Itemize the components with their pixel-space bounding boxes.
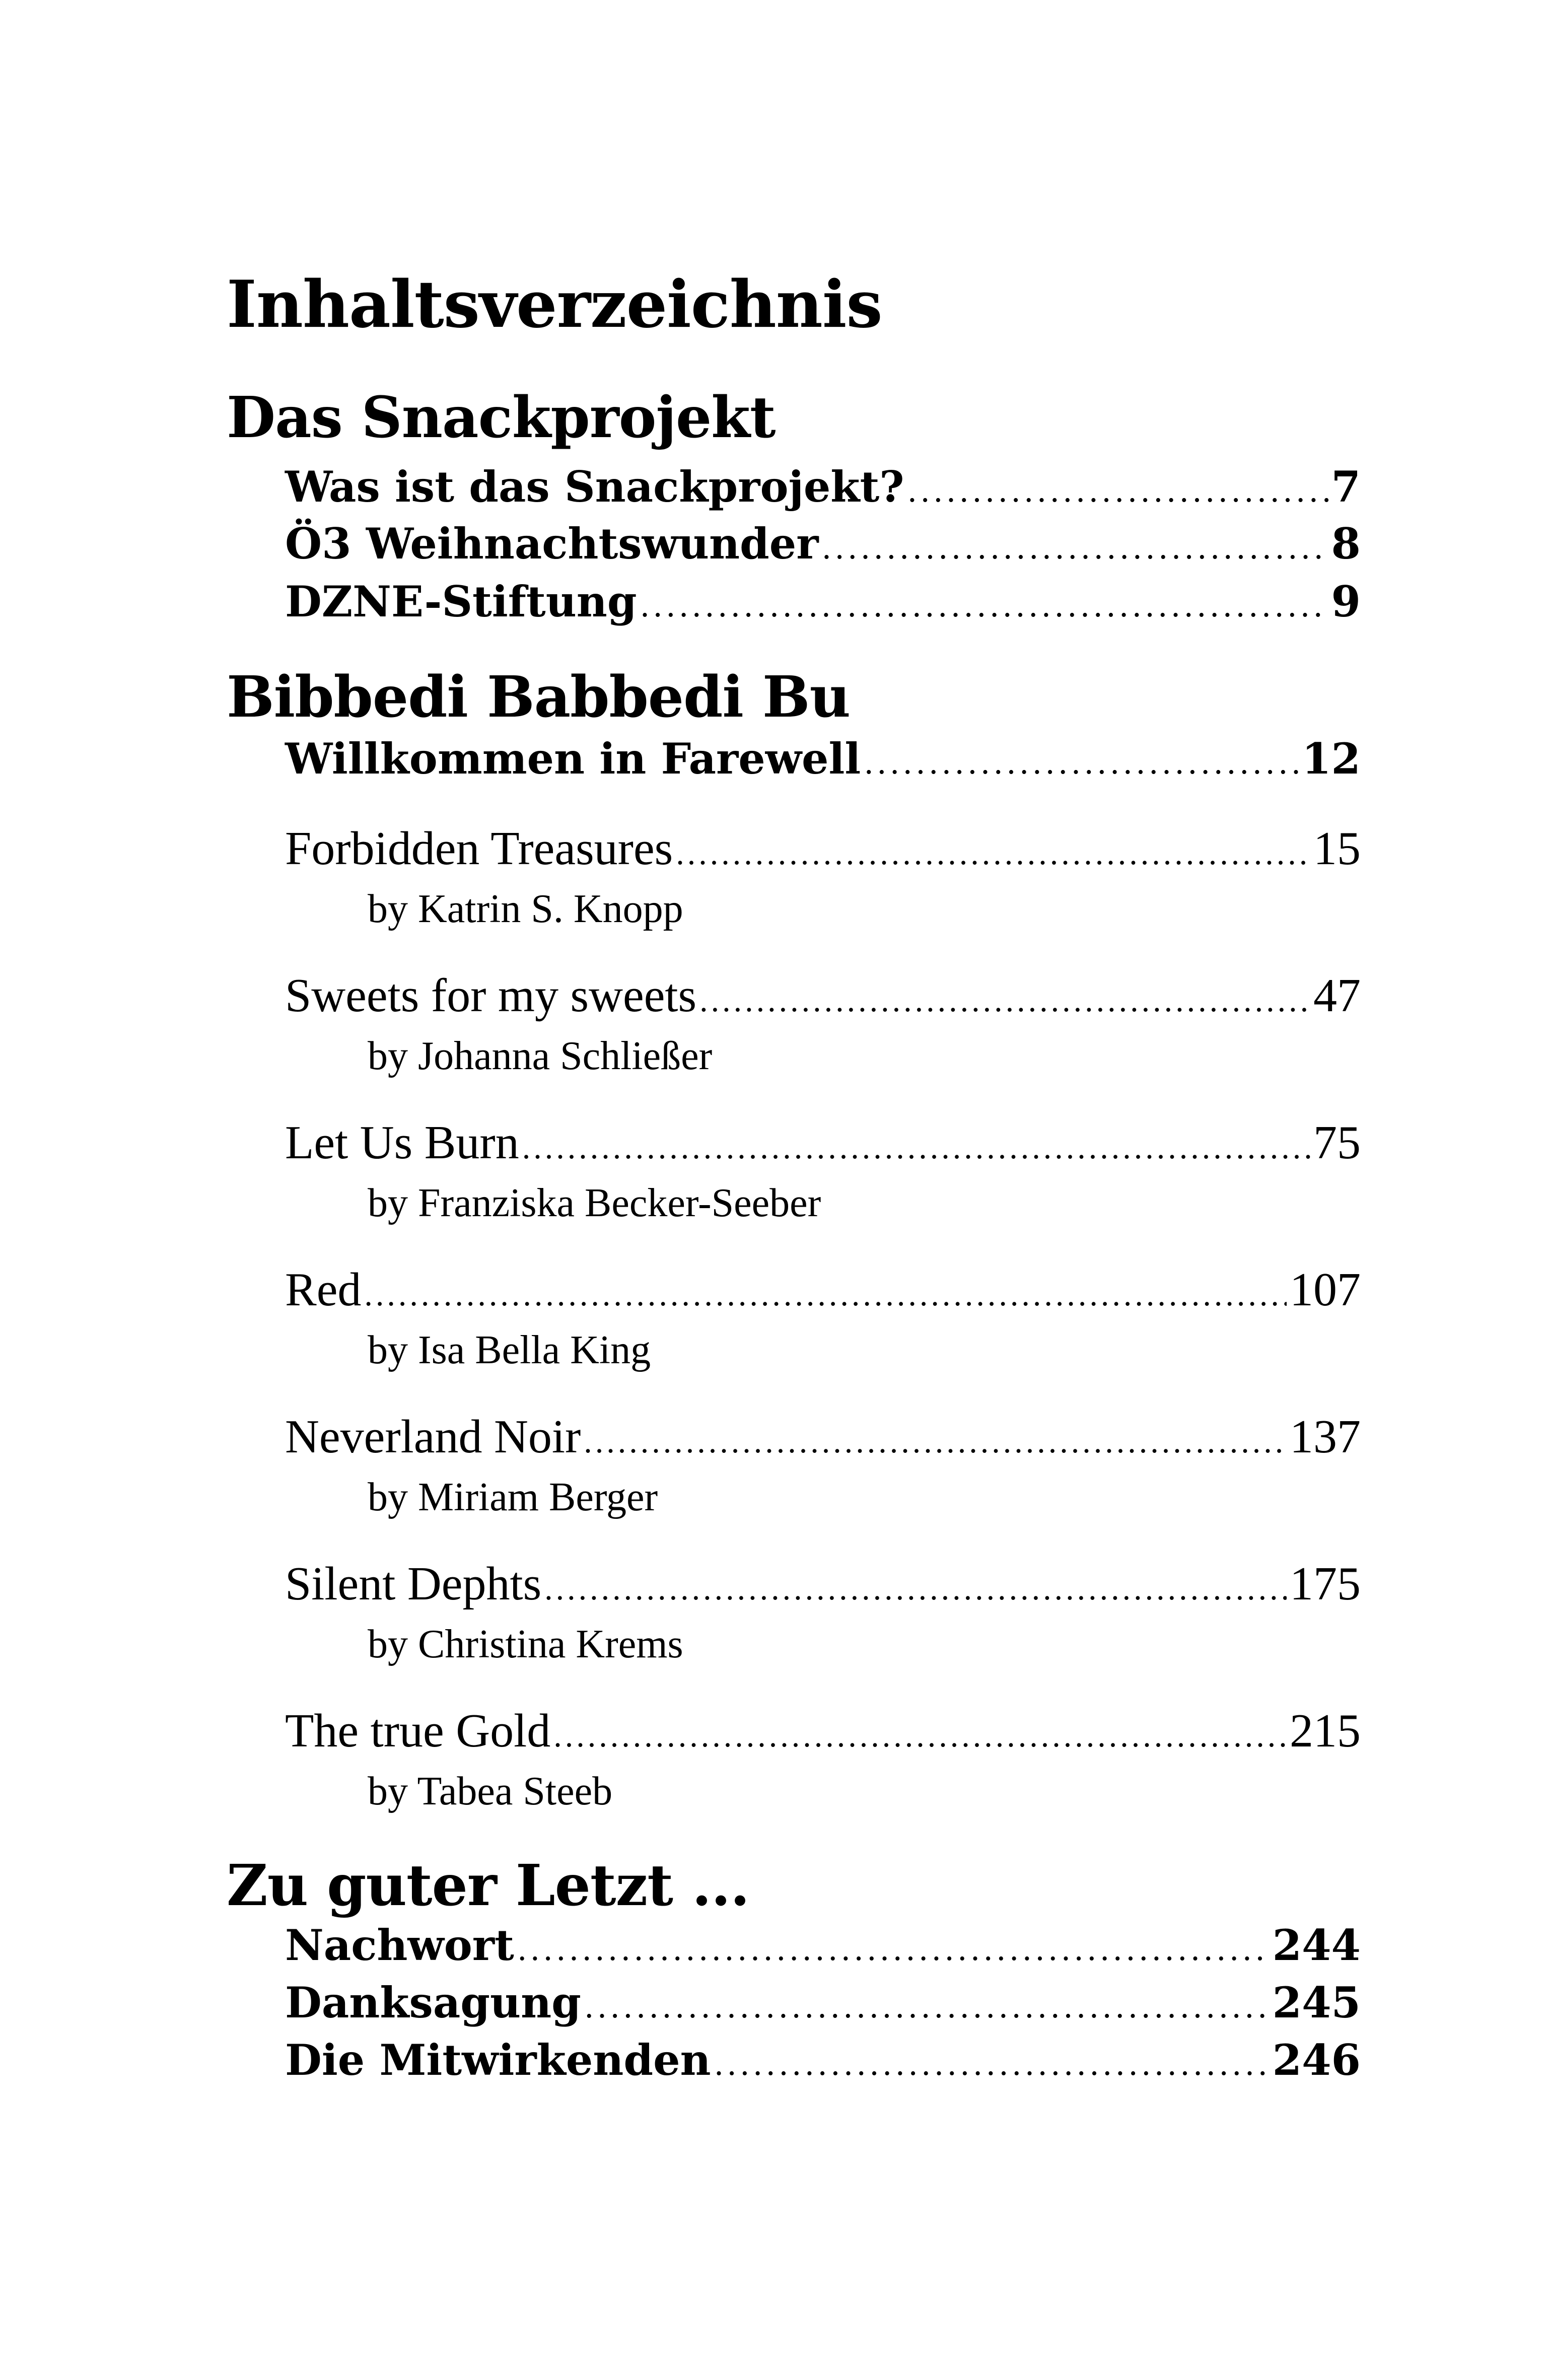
story-page: 107 [1290, 1264, 1361, 1316]
story-author: by Isa Bella King [368, 1328, 651, 1372]
dot-leader [907, 463, 1328, 519]
story-title: Red [285, 1264, 362, 1316]
toc-entry[interactable] [285, 459, 1361, 519]
story-author: by Tabea Steeb [368, 1769, 613, 1813]
toc-entry-page: 244 [1272, 1920, 1361, 1970]
dot-leader [364, 1267, 1287, 1322]
toc-entry-label: DZNE-Stiftung [285, 577, 637, 626]
dot-leader [864, 735, 1299, 791]
story-title: Sweets for my sweets [285, 969, 697, 1022]
dot-leader [584, 1414, 1287, 1469]
story-entry[interactable] [285, 968, 1361, 1028]
story-entry[interactable] [285, 1115, 1361, 1175]
section-heading-zu-guter-letzt: Zu guter Letzt ... [227, 1853, 749, 1919]
story-entry[interactable] [285, 1703, 1361, 1764]
page-title: Inhaltsverzeichnis [227, 267, 882, 342]
story-author: by Katrin S. Knopp [368, 887, 683, 931]
toc-entry-page: 8 [1331, 519, 1361, 569]
dot-leader [553, 1708, 1287, 1764]
toc-entry-page: 7 [1331, 462, 1361, 512]
dot-leader [584, 1979, 1270, 2035]
story-title: The true Gold [285, 1705, 551, 1757]
toc-entry-page: 9 [1331, 577, 1361, 626]
dot-leader [517, 1922, 1270, 1977]
story-author: by Miriam Berger [368, 1475, 658, 1519]
story-entry[interactable] [285, 1556, 1361, 1617]
dot-leader [544, 1561, 1287, 1617]
story-author: by Christina Krems [368, 1622, 683, 1666]
toc-entry-page: 245 [1272, 1978, 1361, 2027]
toc-entry[interactable] [285, 574, 1361, 634]
story-title: Neverland Noir [285, 1411, 581, 1463]
toc-entry[interactable] [285, 731, 1361, 791]
toc-entry[interactable] [285, 1918, 1361, 1977]
toc-entry-page: 12 [1302, 734, 1361, 784]
toc-entry-label: Nachwort [285, 1920, 514, 1970]
story-entry[interactable] [285, 1262, 1361, 1322]
toc-entry[interactable] [285, 1975, 1361, 2035]
toc-entry-page: 246 [1272, 2035, 1361, 2085]
section-heading-snackprojekt: Das Snackprojekt [227, 385, 776, 451]
toc-entry-label: Was ist das Snackprojekt? [285, 462, 904, 512]
toc-entry-label: Willkommen in Farewell [285, 734, 861, 784]
dot-leader [699, 973, 1310, 1028]
story-page: 137 [1290, 1411, 1361, 1463]
story-page: 215 [1290, 1705, 1361, 1757]
toc-entry[interactable] [285, 516, 1361, 576]
story-title: Let Us Burn [285, 1116, 519, 1169]
story-page: 47 [1313, 969, 1361, 1022]
dot-leader [714, 2037, 1270, 2092]
dot-leader [640, 578, 1328, 634]
toc-entry-label: Die Mitwirkenden [285, 2035, 711, 2085]
toc-entry[interactable] [285, 2033, 1361, 2092]
toc-entry-label: Ö3 Weihnachtswunder [285, 519, 819, 569]
story-entry[interactable] [285, 1409, 1361, 1469]
story-entry[interactable] [285, 821, 1361, 881]
story-author: by Johanna Schließer [368, 1034, 713, 1078]
dot-leader [821, 520, 1328, 576]
story-title: Silent Dephts [285, 1558, 542, 1610]
story-title: Forbidden Treasures [285, 822, 673, 875]
story-page: 175 [1290, 1558, 1361, 1610]
dot-leader [522, 1120, 1310, 1175]
story-page: 15 [1313, 822, 1361, 875]
section-heading-bibbedi: Bibbedi Babbedi Bu [227, 664, 851, 730]
story-author: by Franziska Becker-Seeber [368, 1181, 821, 1225]
dot-leader [676, 826, 1310, 881]
toc-entry-label: Danksagung [285, 1978, 581, 2027]
story-page: 75 [1313, 1116, 1361, 1169]
